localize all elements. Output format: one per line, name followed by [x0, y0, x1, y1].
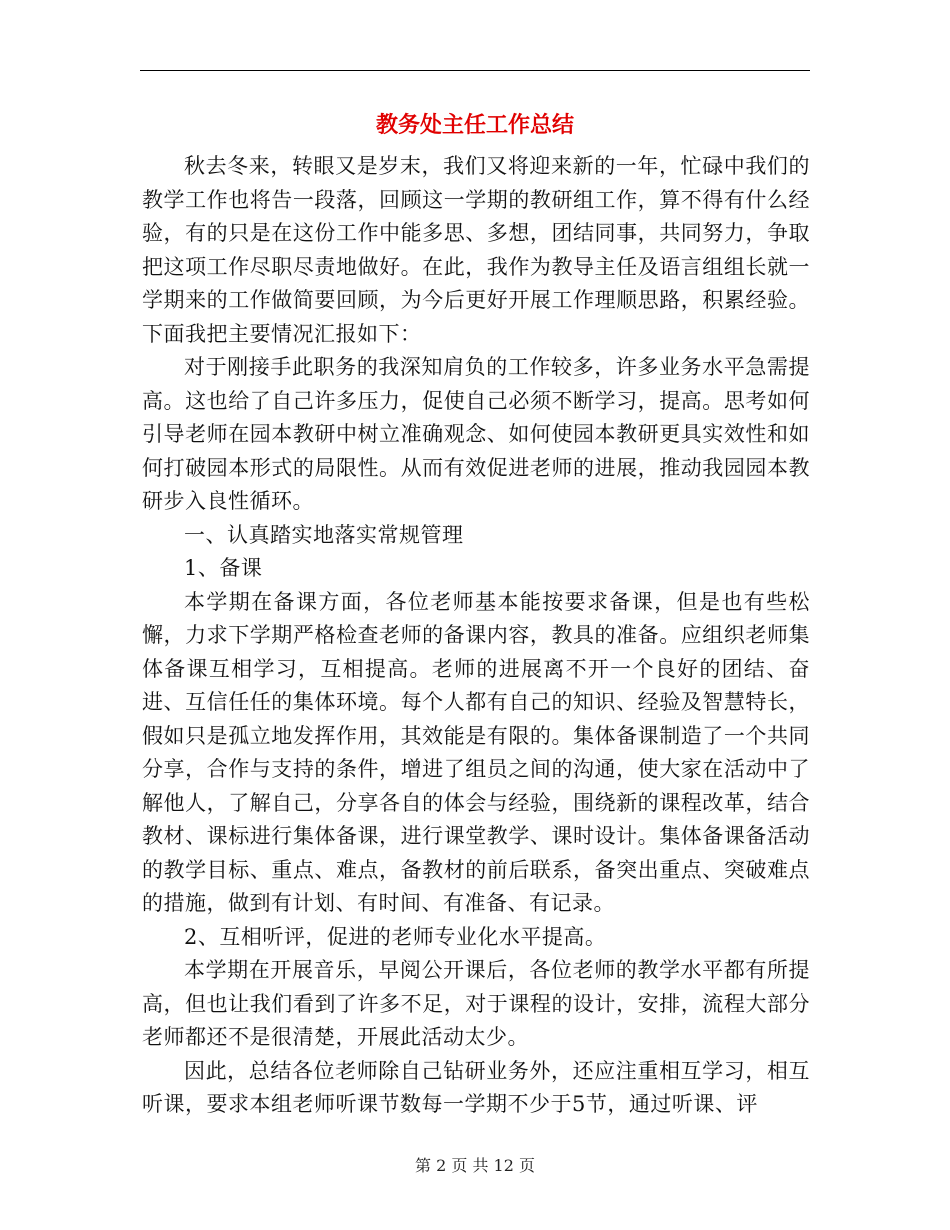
paragraph-intro: 秋去冬来，转眼又是岁末，我们又将迎来新的一年，忙碌中我们的教学工作也将告一段落，回顾这一学期的教研组工作，算不得有什么经验，有的只是在这份工作中能多思、多想，团结同事，共同努力，争取把这项工作尽职尽责地做好。在此，我作为教导主任及语言组组长就一学期来的工作做简要回顾，为今后更好开展工作理顺思路，积累经验。下面我把主要情况汇报如下： — [142, 154, 810, 346]
section-heading-routine: 一、认真踏实地落实常规管理 — [184, 522, 464, 547]
paragraph-open-class: 本学期在开展音乐，早阅公开课后，各位老师的教学水平都有所提高，但也让我们看到了许多不足，对于课程的设计，安排，流程大部分老师都还不是很清楚，开展此活动太少。 — [142, 958, 810, 1049]
paragraph-mutual-learning: 因此，总结各位老师除自己钻研业务外，还应注重相互学习，相互听课，要求本组老师听课节数每一学期不少于5节，通过听课、评 — [142, 1058, 810, 1116]
header-rule — [140, 70, 810, 71]
paragraph-lesson-prep: 本学期在备课方面，各位老师基本能按要求备课，但是也有些松懈，力求下学期严格检查老师的备课内容，教具的准备。应组织老师集体备课互相学习，互相提高。老师的进展离不开一个良好的团结、奋进、互信任任的集体环境。每个人都有自己的知识、经验及智慧特长，假如只是孤立地发挥作用，其效能是有限的。集体备课制造了一个共同分享，合作与支持的条件，增进了组员之间的沟通，使大家在活动中了解他人，了解自己，分享各自的体会与经验，围绕新的课程改革，结合教材、课标进行集体备课，进行课堂教学、课时设计。集体备课备活动的教学目标、重点、难点，备教材的前后联系，备突出重点、突破难点的措施，做到有计划、有时间、有准备、有记录。 — [142, 589, 810, 915]
paragraph-reflection: 对于刚接手此职务的我深知肩负的工作较多，许多业务水平急需提高。这也给了自己许多压力，促使自己必须不断学习，提高。思考如何引导老师在园本教研中树立准确观念、如何使园本教研更具实效性和如何打破园本形式的局限性。从而有效促进老师的进展，推动我园园本教研步入良性循环。 — [142, 355, 810, 513]
document-title: 教务处主任工作总结 — [375, 113, 574, 138]
subheading-lesson-prep: 1、备课 — [184, 556, 263, 580]
subheading-peer-review: 2、互相听评，促进的老师专业化水平提高。 — [184, 924, 607, 949]
document-body — [142, 150, 810, 1122]
page-number: 第 2 页 共 12 页 — [415, 1156, 535, 1175]
